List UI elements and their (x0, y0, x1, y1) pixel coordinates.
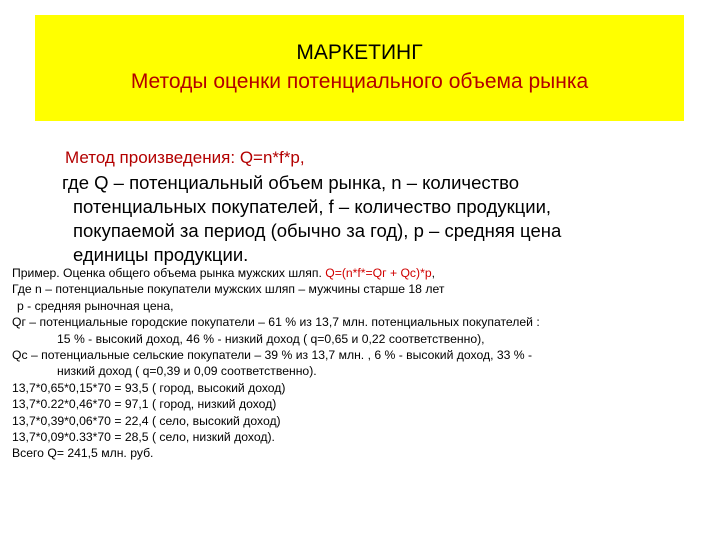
method-formula: Q=n*f*p, (239, 148, 305, 167)
explanation-line: единицы продукции. (73, 244, 249, 265)
slide-title: МАРКЕТИНГ (296, 41, 423, 64)
example-heading (12, 265, 702, 281)
title-banner (35, 15, 684, 121)
detail-line: 15 % - высокий доход, 46 % - низкий доход ( q=0,65 и 0,22 соответственно), (57, 331, 485, 346)
detail-line: Qг – потенциальные городские покупатели – 61 % из 13,7 млн. потенциальных покупателей : (12, 315, 540, 330)
example-prefix: Пример. Оценка общего объема рынка мужских шляп. (12, 266, 326, 280)
calculation-line: 13,7*0,65*0,15*70 = 93,5 ( город, высокий доход) (12, 380, 286, 395)
method-heading (65, 148, 305, 168)
detail-line: низкий доход ( q=0,39 и 0,09 соответственно). (57, 364, 317, 379)
slide-subtitle: Методы оценки потенциального объема рынка (130, 70, 589, 93)
explanation-line: потенциальных покупателей, f – количество продукции, (73, 196, 552, 217)
example-formula: Q=(n*f*=Qг + Qc)*p (325, 266, 432, 280)
example-section (12, 265, 702, 462)
calculation-line: 13,7*0,09*0.33*70 = 28,5 ( село, низкий доход). (12, 430, 275, 445)
explanation-line: где Q – потенциальный объем рынка, n – количество (62, 172, 519, 193)
explanation-line: покупаемой за период (обычно за год), p – средняя цена (73, 220, 562, 241)
method-label: Метод произведения: (65, 148, 240, 167)
example-suffix: , (431, 266, 436, 280)
formula-explanation (62, 171, 622, 267)
detail-line: p - средняя рыночная цена, (17, 298, 174, 313)
calculation-line: 13,7*0.22*0,46*70 = 97,1 ( город, низкий доход) (12, 397, 277, 412)
total-line: Всего Q= 241,5 млн. руб. (12, 446, 154, 461)
detail-line: Где n – потенциальные покупатели мужских шляп – мужчины старше 18 лет (12, 282, 445, 297)
calculation-line: 13,7*0,39*0,06*70 = 22,4 ( село, высокий доход) (12, 413, 281, 428)
detail-line: Qc – потенциальные сельские покупатели – 39 % из 13,7 млн. , 6 % - высокий доход, 33 % - (12, 348, 533, 363)
